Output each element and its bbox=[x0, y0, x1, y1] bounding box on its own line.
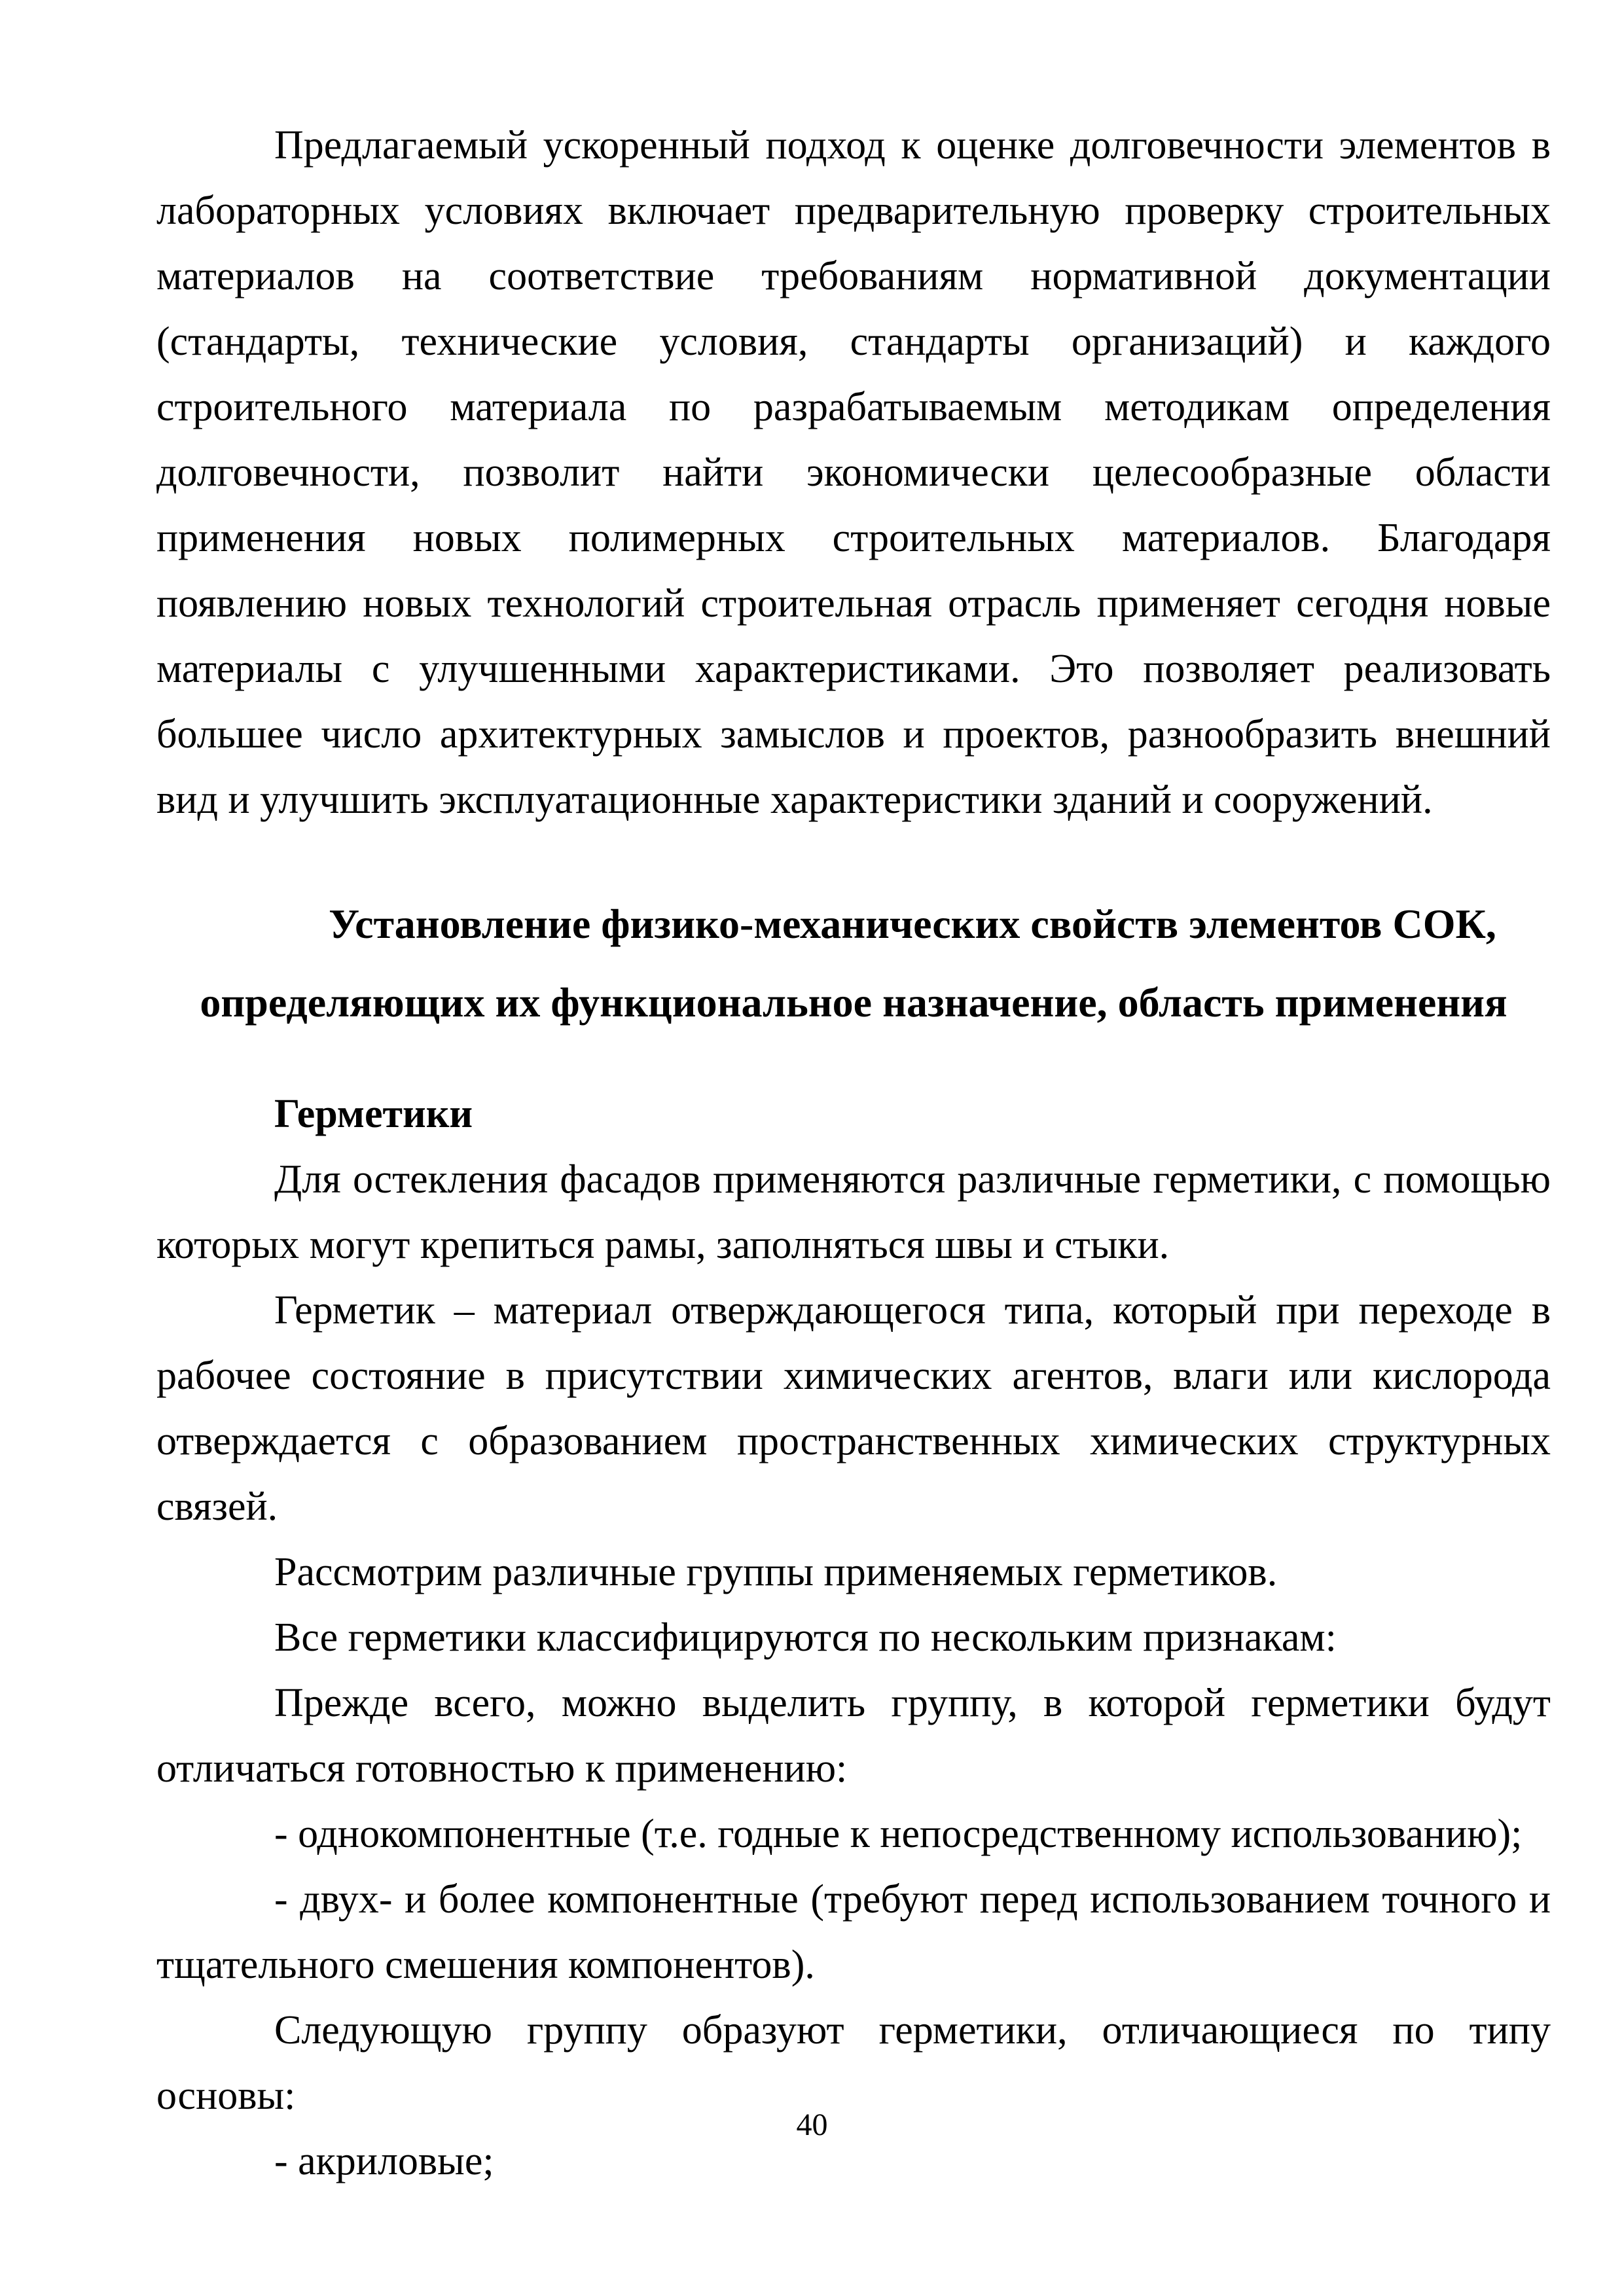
body-paragraph: Все герметики классифицируются по нескольким признакам: bbox=[274, 1615, 1337, 1660]
page-content bbox=[156, 113, 1551, 2194]
list-item: - двух- и более компонентные (требуют перед использованием точного и тщательного смешения компонентов). bbox=[156, 1877, 1551, 1987]
body-paragraph: Герметик – материал отверждающегося типа, который при переходе в рабочее состояние в присутствии химических агентов, влаги или кислорода отверждается с образованием пространственных химических структурных связей. bbox=[156, 1288, 1551, 1529]
body-paragraph: Прежде всего, можно выделить группу, в которой герметики будут отличаться готовностью к применению: bbox=[156, 1681, 1551, 1791]
body-paragraph: Следующую группу образуют герметики, отличающиеся по типу основы: bbox=[156, 2008, 1551, 2118]
list-item: - однокомпонентные (т.е. годные к непосредственному использованию); bbox=[274, 1812, 1523, 1856]
section-heading bbox=[156, 885, 1551, 1042]
body-paragraph: Для остекления фасадов применяются различные герметики, с помощью которых могут крепиться рамы, заполняться швы и стыки. bbox=[156, 1157, 1551, 1267]
body-paragraph: Рассмотрим различные группы применяемых герметиков. bbox=[274, 1550, 1278, 1594]
section-title-line-1: Установление физико-механических свойств элементов СОК, bbox=[329, 901, 1496, 947]
subsection-title: Герметики bbox=[274, 1092, 473, 1136]
page-number: 40 bbox=[796, 2108, 828, 2142]
list-item: - акриловые; bbox=[274, 2139, 494, 2183]
section-title-line-2: определяющих их функциональное назначение, область применения bbox=[200, 979, 1507, 1026]
intro-paragraph: Предлагаемый ускоренный подход к оценке долговечности элементов в лабораторных условиях включает предварительную проверку строительных материалов на соответствие требованиям нормативной документации (стандарты, технические условия, стандарты организаций) и каждого строительного материала по разрабатываемым методикам определения долговечности, позволит найти экономически целесообразные области применения новых полимерных строительных материалов. Благодаря появлению новых технологий строительная отрасль применяет сегодня новые материалы с улучшенными характеристиками. Это позволяет реализовать большее число архитектурных замыслов и проектов, разнообразить внешний вид и улучшить эксплуатационные характеристики зданий и сооружений. bbox=[156, 123, 1551, 822]
